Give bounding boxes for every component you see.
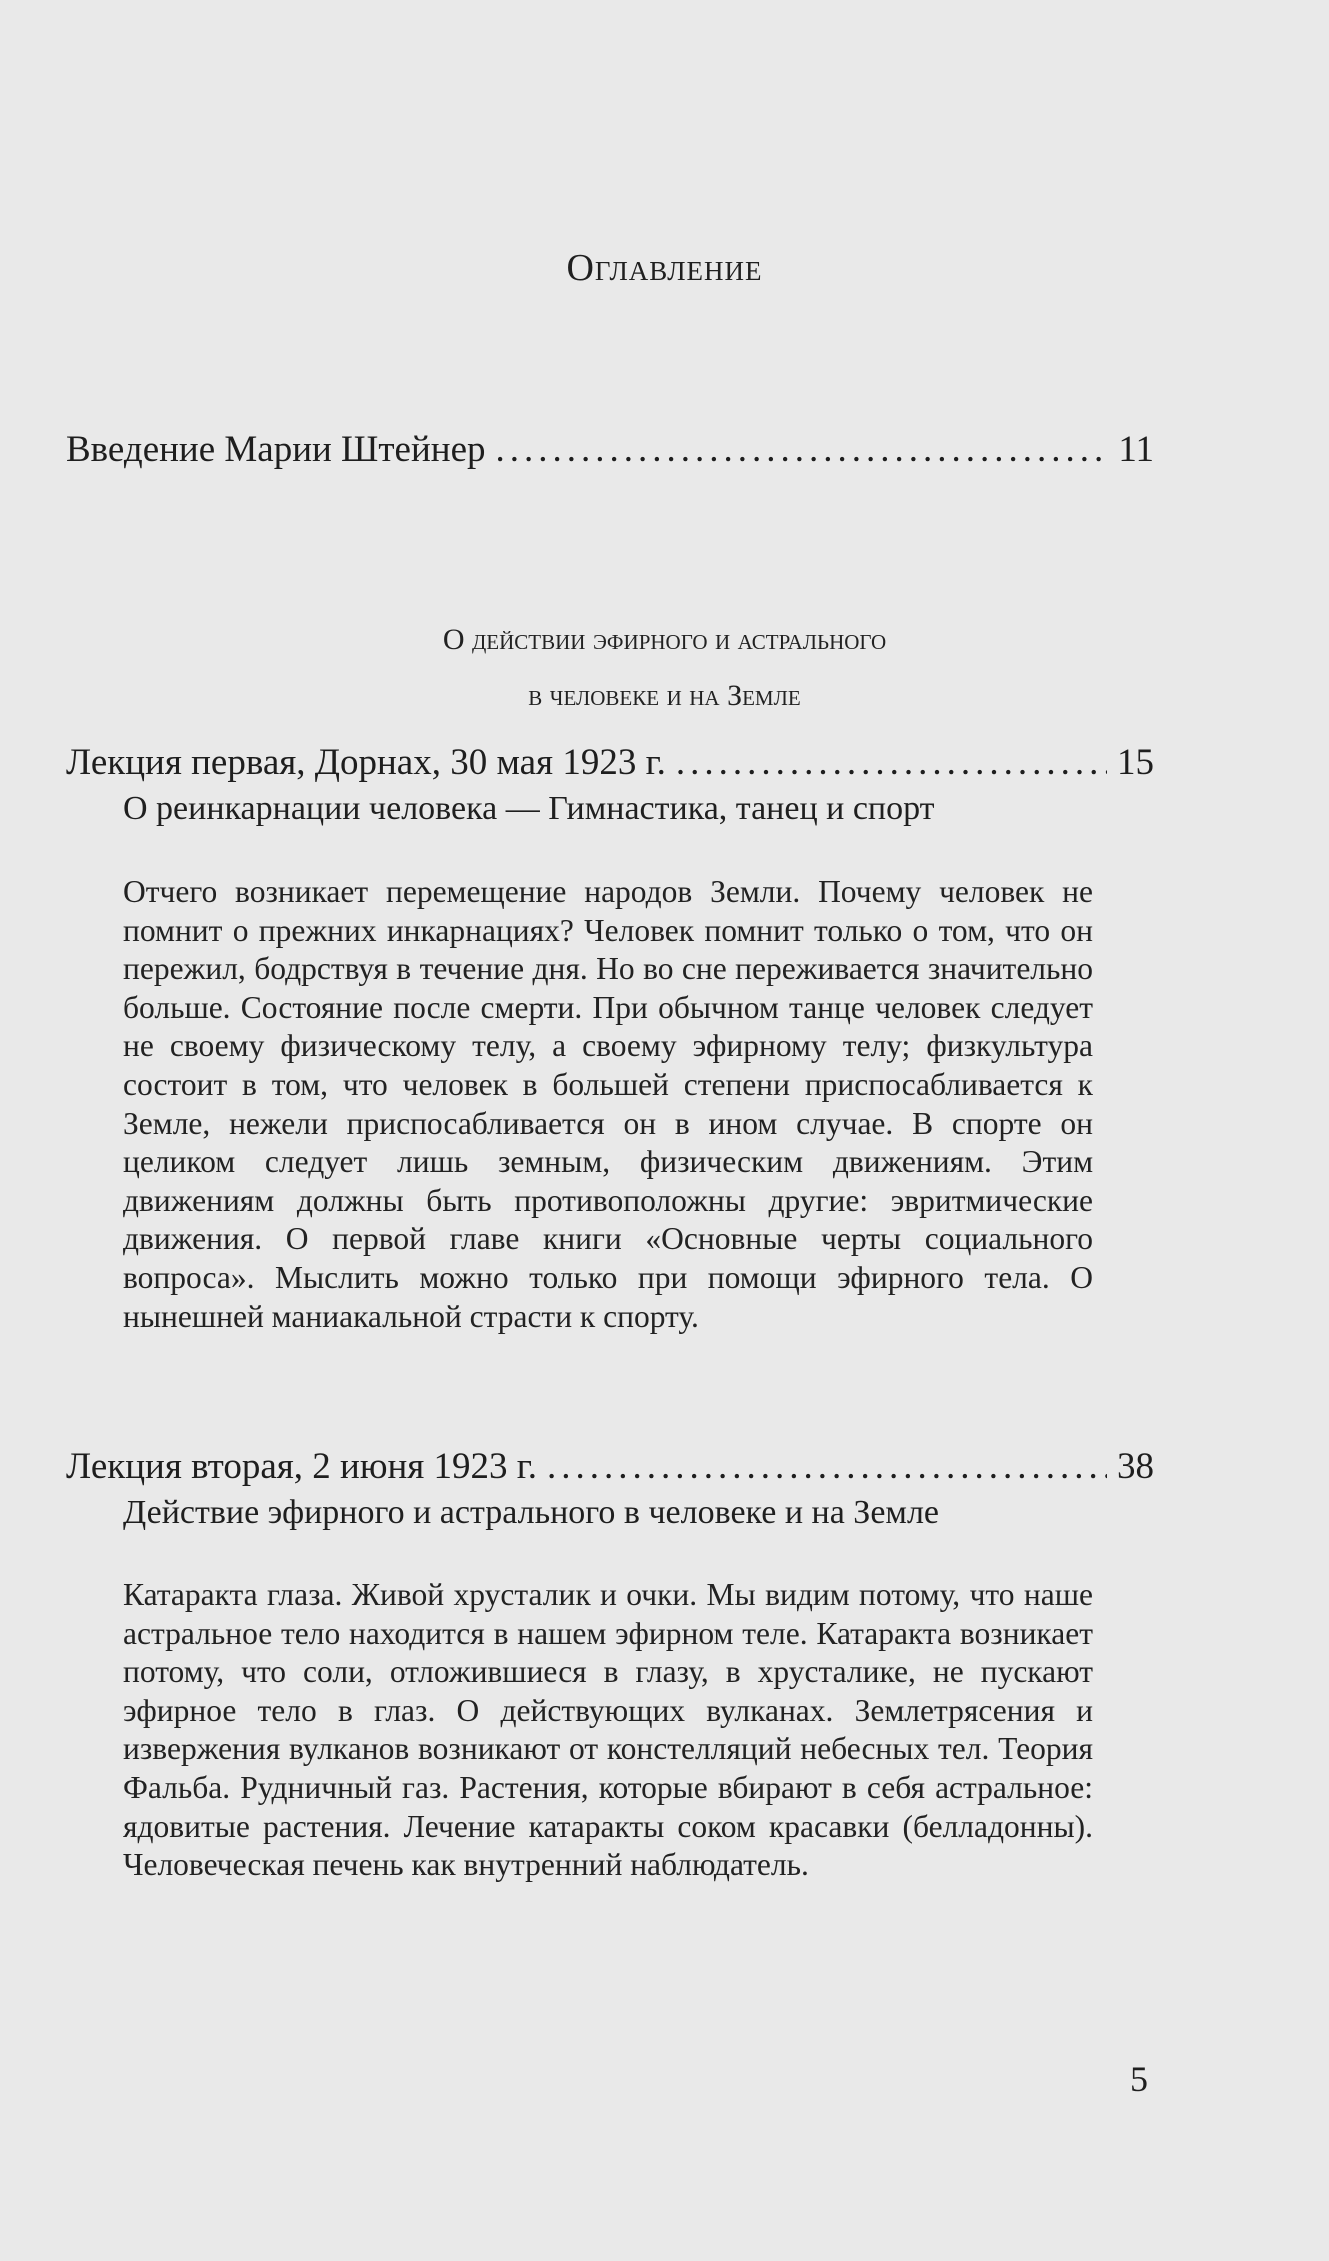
toc-entry-lecture-1[interactable] [66,741,1154,785]
lecture-1-subtitle: О реинкарнации человека — Гимнастика, танец и спорт [123,790,935,827]
toc-entry-label: Лекция вторая, 2 июня 1923 г. [66,1446,538,1487]
toc-leader-dots [547,1445,1107,1489]
toc-entry-label: Лекция первая, Дорнах, 30 мая 1923 г. [66,742,666,783]
toc-entry-introduction[interactable] [66,428,1154,472]
section-heading-line-2: в человеке и на Земле [528,679,801,712]
page-number: 5 [1130,2059,1148,2099]
section-heading [0,612,1329,724]
toc-leader-dots [496,428,1109,472]
toc-entry-lecture-2[interactable] [66,1445,1154,1489]
toc-title: Оглавление [566,247,763,289]
lecture-2-summary: Катаракта глаза. Живой хрусталик и очки. Мы видим потому, что наше астральное тело находится в нашем эфирном теле. Катаракта возникает потому, что соли, отложившиеся в глазу, в хрусталике, не пускают эфирное тело в глаз. О действующих вулканах. Землетрясения и извержения вулканов возникают от констелляций небесных тел. Теория Фальба. Рудничный газ. Растения, которые вбирают в себя астральное: ядовитые растения. Лечение катаракты соком красавки (белладонны). Человеческая печень как внутренний наблюдатель. [123,1577,1093,1883]
toc-entry-label: Введение Марии Штейнер [66,429,486,470]
lecture-1-summary: Отчего возникает перемещение народов Земли. Почему человек не помнит о прежних инкарнациях? Человек помнит только о том, что он пережил, бодрствуя в течение дня. Но во сне переживается значительно больше. Состояние после смерти. При обычном танце человек следует не своему физическому телу, а своему эфирному телу; физкультура состоит в том, что человек в большей степени приспосабливается к Земле, нежели приспосабливается он в ином случае. В спорте он целиком следует лишь земным, физическим движениям. Этим движениям должны быть противоположны другие: эвритмические движения. О первой главе книги «Основные черты социального вопроса». Мыслить можно только при помощи эфирного тела. О нынешней маниакальной страсти к спорту. [123,874,1093,1334]
toc-entry-page: 11 [1118,429,1154,470]
toc-entry-page: 15 [1117,742,1154,783]
toc-leader-dots [676,741,1107,785]
lecture-2-subtitle: Действие эфирного и астрального в человеке и на Земле [123,1494,939,1531]
section-heading-line-1: О действии эфирного и астрального [442,623,887,656]
toc-entry-page: 38 [1117,1446,1154,1487]
